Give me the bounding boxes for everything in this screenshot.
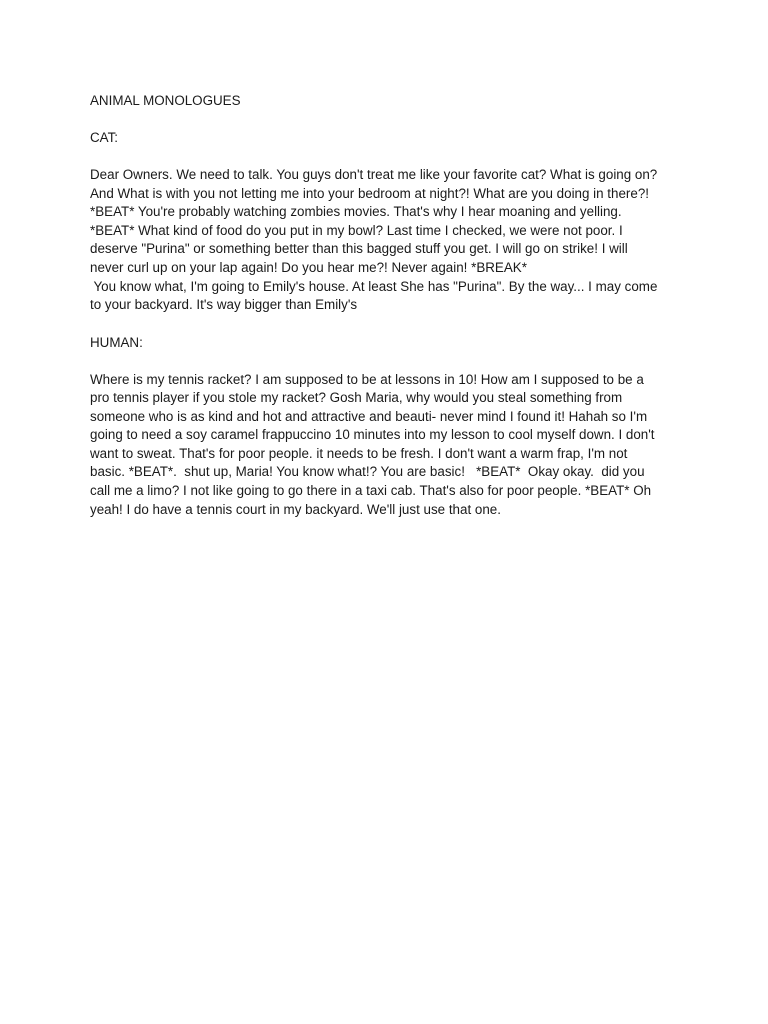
text-line: basic. *BEAT*. shut up, Maria! You know what!? You are basic! *BEAT* Okay okay. did you <box>90 464 645 480</box>
text-line: call me a limo? I not like going to go there in a taxi cab. That's also for poor people. *BEAT* Oh <box>90 483 652 499</box>
section-heading-cat: CAT: <box>90 129 119 145</box>
text-line: You know what, I'm going to Emily's house. At least She has "Purina". By the way... I may come <box>90 278 658 294</box>
monologue-cat <box>90 166 690 315</box>
text-line: never curl up on your lap again! Do you hear me?! Never again! *BREAK* <box>90 259 527 275</box>
monologue-human <box>90 371 690 520</box>
text-line: someone who is as kind and hot and attractive and beauti- never mind I found it! Hahah so I'm <box>90 408 648 424</box>
text-line: yeah! I do have a tennis court in my backyard. We'll just use that one. <box>90 501 501 517</box>
document-page <box>90 92 690 538</box>
text-line: *BEAT* What kind of food do you put in my bowl? Last time I checked, we were not poor. I <box>90 222 623 238</box>
section-cat <box>90 129 690 315</box>
section-heading-human: HUMAN: <box>90 334 143 350</box>
document-title: ANIMAL MONOLOGUES <box>90 93 241 108</box>
text-line: Where is my tennis racket? I am supposed to be at lessons in 10! How am I supposed to be a <box>90 371 644 387</box>
text-line: deserve "Purina" or something better than this bagged stuff you get. I will go on strike! I will <box>90 241 628 257</box>
text-line: to your backyard. It's way bigger than Emily's <box>90 297 358 313</box>
text-line: want to sweat. That's for poor people. it needs to be fresh. I don't want a warm frap, I'm not <box>90 445 628 461</box>
text-line: *BEAT* You're probably watching zombies movies. That's why I hear moaning and yelling. <box>90 204 622 220</box>
text-line: Dear Owners. We need to talk. You guys don't treat me like your favorite cat? What is going on? <box>90 166 658 182</box>
text-line: And What is with you not letting me into your bedroom at night?! What are you doing in there?! <box>90 185 650 201</box>
section-human <box>90 334 690 520</box>
text-line: going to need a soy caramel frappuccino 10 minutes into my lesson to cool myself down. I don't <box>90 427 655 443</box>
text-line: pro tennis player if you stole my racket? Gosh Maria, why would you steal something from <box>90 390 623 406</box>
